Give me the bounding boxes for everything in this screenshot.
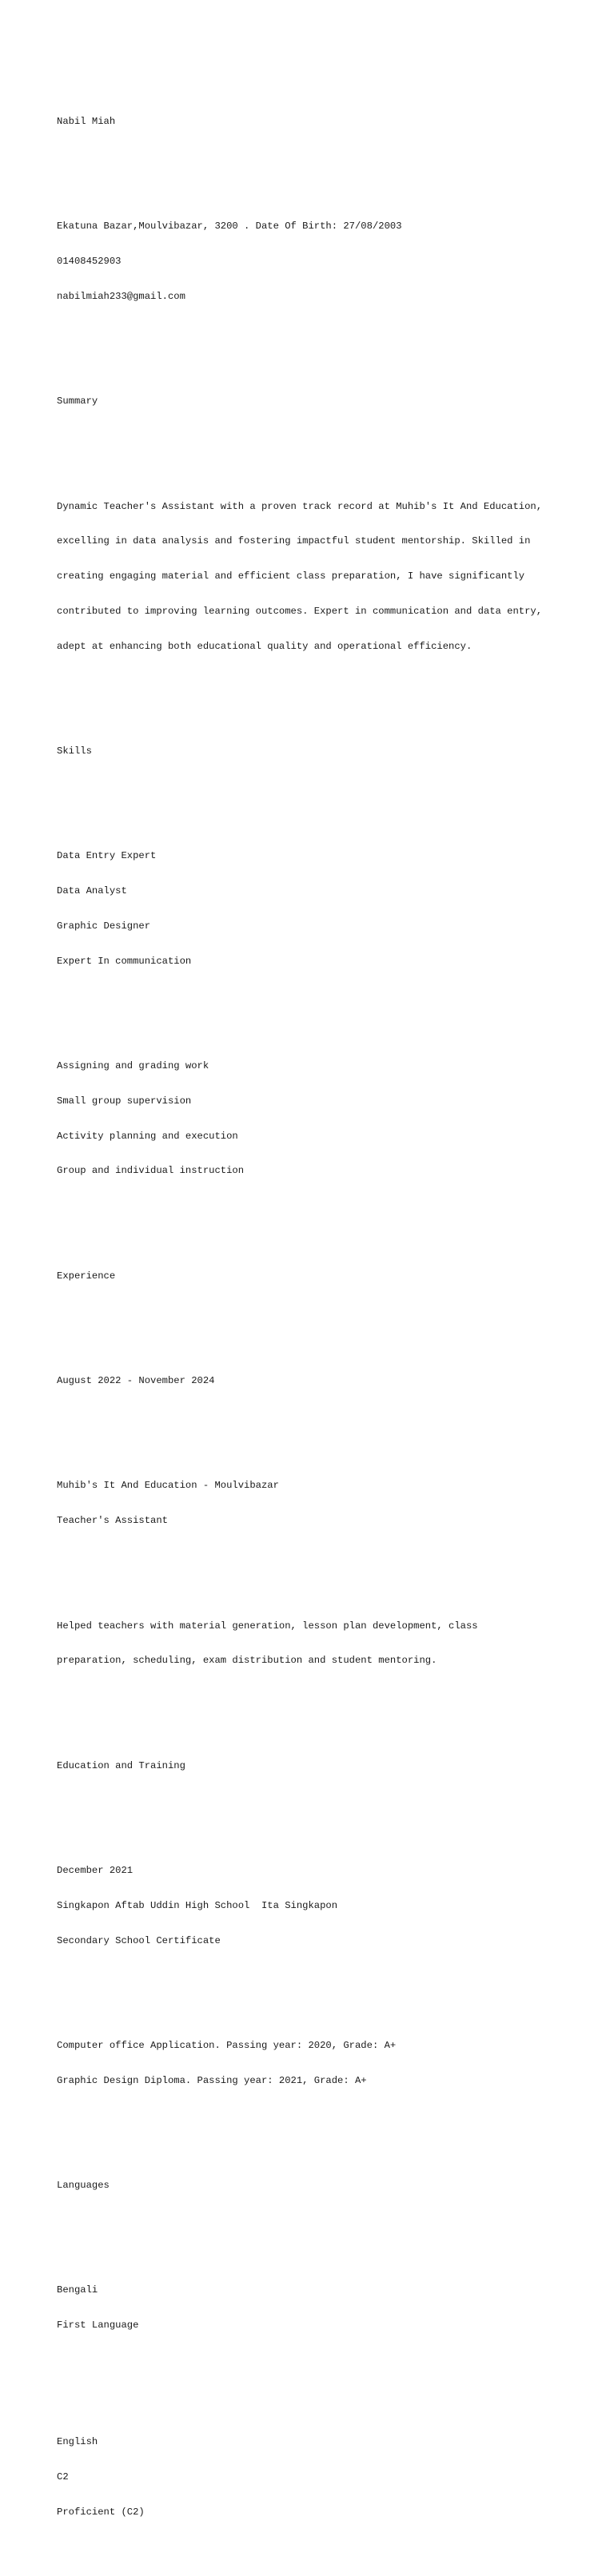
contact-block bbox=[57, 197, 584, 326]
language-level: First Language bbox=[57, 2320, 139, 2332]
skills-heading: Skills bbox=[57, 745, 92, 757]
summary-heading-block bbox=[57, 372, 584, 431]
language-bengali bbox=[57, 2261, 584, 2355]
education-extra-item: Graphic Design Diploma. Passing year: 2021, Grade: A+ bbox=[57, 2074, 367, 2086]
experience-dates: August 2022 - November 2024 bbox=[57, 1375, 215, 1387]
skill-item: Graphic Designer bbox=[57, 920, 151, 932]
experience-desc-line: Helped teachers with material generation, lesson plan development, class bbox=[57, 1620, 478, 1632]
language-code: C2 bbox=[57, 2471, 69, 2483]
education-heading: Education and Training bbox=[57, 1759, 185, 1771]
skill-item: Small group supervision bbox=[57, 1095, 192, 1107]
language-english bbox=[57, 2413, 584, 2542]
skill-item: Activity planning and execution bbox=[57, 1130, 238, 1142]
experience-role: Teacher's Assistant bbox=[57, 1515, 168, 1527]
skill-item: Assigning and grading work bbox=[57, 1060, 209, 1072]
contact-email: nabilmiah233@gmail.com bbox=[57, 290, 185, 302]
languages-heading: Languages bbox=[57, 2180, 110, 2192]
language-name: English bbox=[57, 2436, 98, 2448]
skills-heading-block bbox=[57, 722, 584, 781]
summary-line: contributed to improving learning outcomes. Expert in communication and data entry, bbox=[57, 605, 543, 617]
education-date: December 2021 bbox=[57, 1865, 134, 1877]
experience-heading: Experience bbox=[57, 1270, 116, 1282]
summary-text bbox=[57, 477, 584, 675]
experience-dates-block bbox=[57, 1352, 584, 1410]
summary-heading: Summary bbox=[57, 396, 98, 407]
resume-document bbox=[57, 58, 584, 2576]
skill-item: Data Analyst bbox=[57, 885, 127, 897]
education-school-block bbox=[57, 1842, 584, 1970]
summary-line: Dynamic Teacher's Assistant with a proven track record at Muhib's It And Education, bbox=[57, 500, 543, 512]
education-school: Singkapon Aftab Uddin High School Ita Singkapon bbox=[57, 1899, 338, 1911]
experience-position bbox=[57, 1457, 584, 1550]
education-extra-item: Computer office Application. Passing year: 2020, Grade: A+ bbox=[57, 2039, 397, 2051]
language-name: Bengali bbox=[57, 2284, 98, 2296]
resume-name-block bbox=[57, 93, 584, 151]
contact-address: Ekatuna Bazar,Moulvibazar, 3200 . Date Of Birth: 27/08/2003 bbox=[57, 221, 402, 233]
experience-heading-block bbox=[57, 1247, 584, 1306]
contact-phone: 01408452903 bbox=[57, 256, 122, 268]
experience-desc-line: preparation, scheduling, exam distribution and student mentoring. bbox=[57, 1655, 437, 1667]
education-certificate: Secondary School Certificate bbox=[57, 1934, 221, 1946]
resume-name: Nabil Miah bbox=[57, 115, 116, 127]
summary-line: creating engaging material and efficient class preparation, I have significantly bbox=[57, 570, 525, 582]
summary-line: adept at enhancing both educational quality and operational efficiency. bbox=[57, 640, 472, 652]
skills-list-primary bbox=[57, 827, 584, 990]
skill-item: Data Entry Expert bbox=[57, 850, 157, 862]
skill-item: Group and individual instruction bbox=[57, 1165, 245, 1177]
skills-list-secondary bbox=[57, 1037, 584, 1200]
experience-company: Muhib's It And Education - Moulvibazar bbox=[57, 1480, 279, 1492]
language-level: Proficient (C2) bbox=[57, 2506, 145, 2518]
education-extra-block bbox=[57, 2017, 584, 2110]
experience-description bbox=[57, 1596, 584, 1690]
summary-line: excelling in data analysis and fostering impactful student mentorship. Skilled in bbox=[57, 535, 531, 547]
education-heading-block bbox=[57, 1737, 584, 1795]
languages-heading-block bbox=[57, 2157, 584, 2215]
skill-item: Expert In communication bbox=[57, 955, 192, 967]
